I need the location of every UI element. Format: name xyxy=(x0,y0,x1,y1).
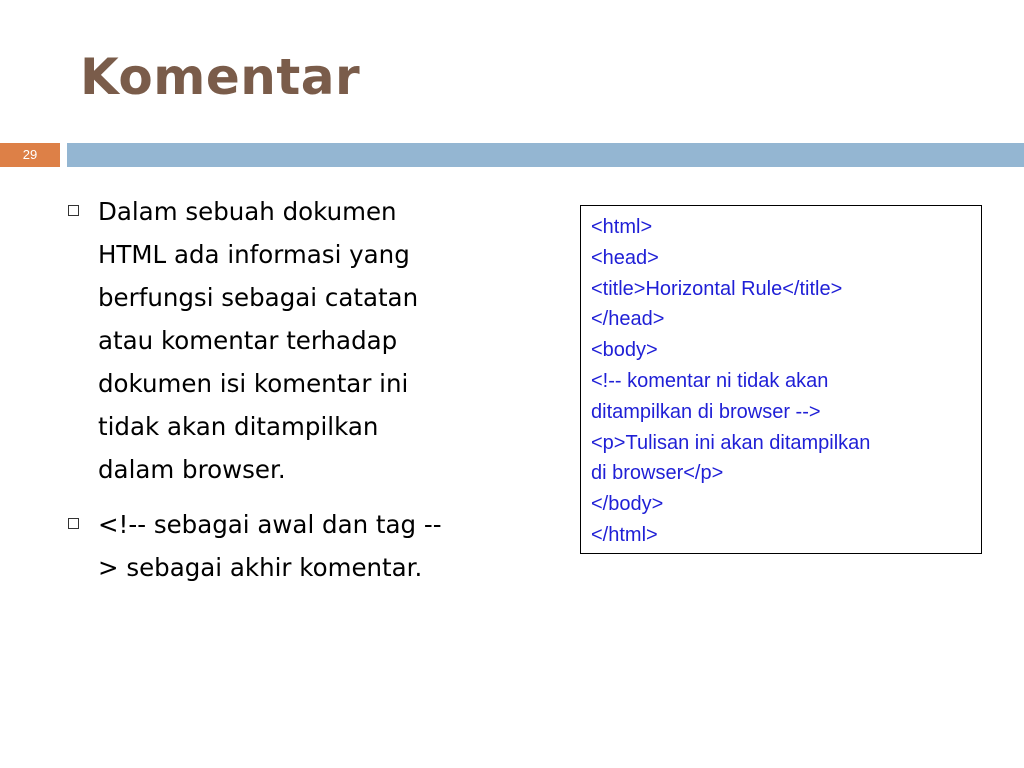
slide-title: Komentar xyxy=(80,48,361,106)
bullet-text-line: dokumen isi komentar ini xyxy=(98,369,409,398)
code-line: ditampilkan di browser --> xyxy=(591,400,821,423)
title-divider-bar xyxy=(67,143,1024,167)
code-example-box xyxy=(580,205,982,554)
code-line: di browser</p> xyxy=(591,462,724,485)
slide-number: 29 xyxy=(0,143,60,167)
bullet-text-line: tidak akan ditampilkan xyxy=(98,412,379,441)
code-line: </head> xyxy=(591,308,665,331)
bullet-text-line: atau komentar terhadap xyxy=(98,326,398,355)
code-line: <!-- komentar ni tidak akan xyxy=(591,369,829,392)
code-line: <body> xyxy=(591,339,658,362)
square-bullet-icon xyxy=(68,205,79,216)
square-bullet-icon xyxy=(68,518,79,529)
code-line: </html> xyxy=(591,523,658,546)
code-line: </body> xyxy=(591,493,664,516)
code-line: <title>Horizontal Rule</title> xyxy=(591,277,843,300)
code-line: <p>Tulisan ini akan ditampilkan xyxy=(591,431,871,454)
bullet-list xyxy=(68,190,538,601)
bullet-text-line: dalam browser. xyxy=(98,455,286,484)
bullet-text-line: > sebagai akhir komentar. xyxy=(98,553,423,582)
bullet-item-comment-syntax xyxy=(68,503,538,589)
bullet-item-comment-info xyxy=(68,190,538,491)
bullet-text-line: <!-- sebagai awal dan tag -- xyxy=(98,510,442,539)
bullet-text-line: Dalam sebuah dokumen xyxy=(98,197,397,226)
code-line: <html> xyxy=(591,216,653,238)
bullet-text-line: berfungsi sebagai catatan xyxy=(98,283,419,312)
code-line: <head> xyxy=(591,246,659,269)
bullet-text-line: HTML ada informasi yang xyxy=(98,240,410,269)
